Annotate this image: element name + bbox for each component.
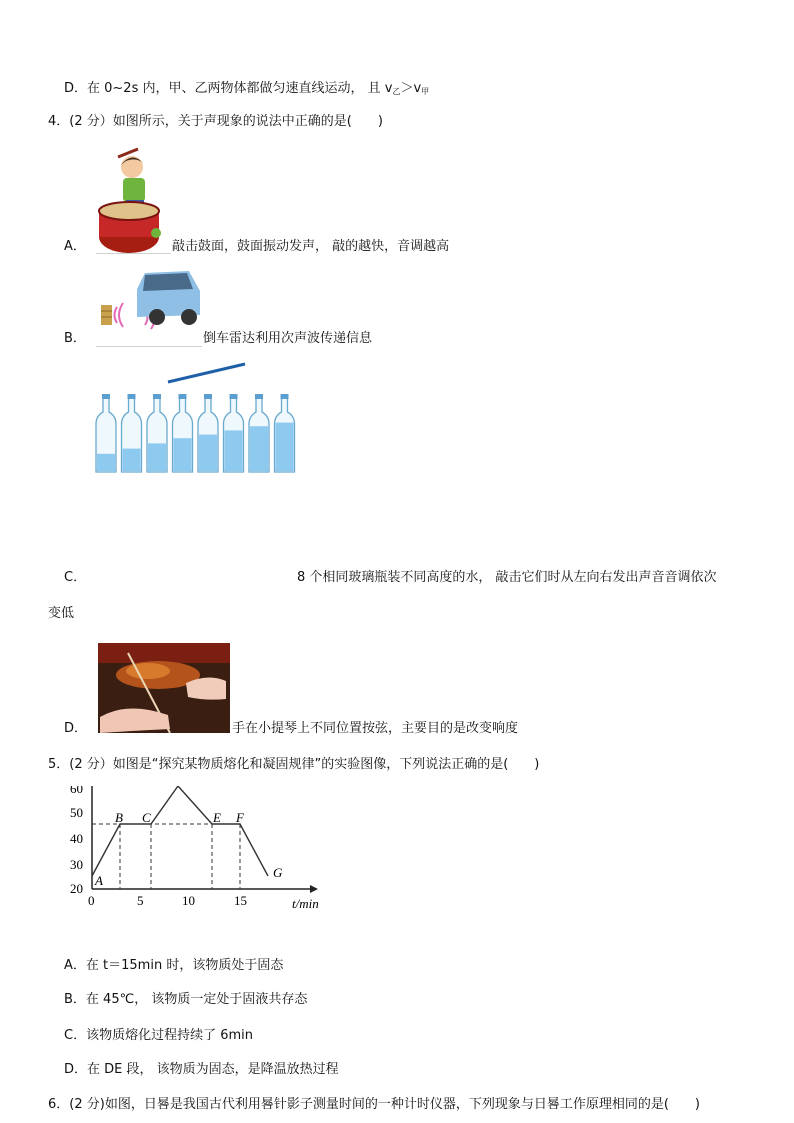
q5-option-a [64,957,283,975]
point-label: B [115,810,123,825]
y-tick-label: 60 [70,786,83,796]
bottle [249,394,269,472]
point-label: E [213,810,221,825]
image-baseline [96,346,202,347]
bottle-water [148,443,166,471]
bottle [147,394,167,472]
option-label: D． [64,1062,88,1077]
subscript: 乙 [392,87,401,96]
bottle-water [123,449,141,471]
point-label: A [95,873,103,888]
question-5-stem: 5．(2 分）如图是“探究某物质熔化和凝固规律”的实验图像，下列说法正确的是( ) [48,757,540,772]
bottle-water [250,426,268,471]
q4-option-a-label: A． [64,239,86,254]
melting-curve-graph [62,786,337,914]
question-4-stem: 4．(2 分）如图所示，关于声现象的说法中正确的是( ) [48,114,383,129]
q5-option-b [64,991,307,1009]
car-radar-image [97,267,202,332]
option-text: 在 DE 段， 该物质为固态，是降温放热过程 [87,1062,339,1077]
q4-option-b-text: 倒车雷达利用次声波传递信息 [203,331,373,346]
x-axis-unit: t/min [292,896,319,911]
option-label: B． [64,992,86,1007]
option-text: 在 0~2s 内，甲、乙两物体都做匀速直线运动， 且 v [87,81,393,96]
glass-bottles-image [90,360,300,478]
q4-option-c-text: 8 个相同玻璃瓶装不同高度的水， 敲击它们时从左向右发出声音音调依次 [297,570,717,585]
point-label: G [273,865,283,880]
image-baseline [96,253,171,254]
option-label: A． [64,958,86,973]
x-axis-arrow [310,885,318,893]
option-label: C． [64,1028,87,1043]
bottle-water [174,438,192,471]
x-tick-label: 5 [137,893,144,908]
q4-option-b-label: B． [64,331,86,346]
q4-option-c-text-cont: 变低 [48,606,75,621]
y-tick-label: 50 [70,805,83,820]
bottle [224,394,244,472]
q5-option-c [64,1027,253,1045]
bottle [122,394,142,472]
q4-option-d-label: D． [64,721,88,736]
bottle [275,394,295,472]
violin-hand-image [98,643,230,733]
bottle [198,394,218,472]
bottle [173,394,193,472]
y-tick-label: 30 [70,857,83,872]
q3-option-d [64,80,429,101]
bottle-water [225,430,243,471]
drum-boy-image [96,145,176,255]
option-text: 在 t＝15min 时，该物质处于固态 [85,958,284,973]
option-text: 在 45℃， 该物质一定处于固液共存态 [85,992,308,1007]
point-label: C [142,810,151,825]
x-tick-label: 10 [182,893,195,908]
y-tick-label: 20 [70,881,83,896]
option-text: 该物质熔化过程持续了 6min [86,1028,253,1043]
q5-option-d [64,1061,339,1079]
x-tick-label: 15 [234,893,247,908]
temperature-curve [92,786,268,876]
bottle-water [97,454,115,471]
subscript: 甲 [421,87,430,96]
option-label: D． [64,81,88,96]
y-tick-label: 40 [70,831,83,846]
bottle-water [199,435,217,471]
q4-option-d-text: 手在小提琴上不同位置按弦，主要目的是改变响度 [232,721,519,736]
option-text: ＞v [400,81,422,96]
bottle [96,394,116,472]
x-tick-label: 0 [88,893,95,908]
q4-option-a-text: 敲击鼓面，鼓面振动发声， 敲的越快，音调越高 [172,239,450,254]
q4-option-c-label: C． [64,570,87,585]
question-6-stem: 6．(2 分)如图，日晷是我国古代利用晷针影子测量时间的一种计时仪器，下列现象与日晷工作原理相同的是( ) [48,1097,700,1112]
point-label: F [236,810,244,825]
bottle-water [276,423,294,471]
bottle-row [96,394,295,472]
